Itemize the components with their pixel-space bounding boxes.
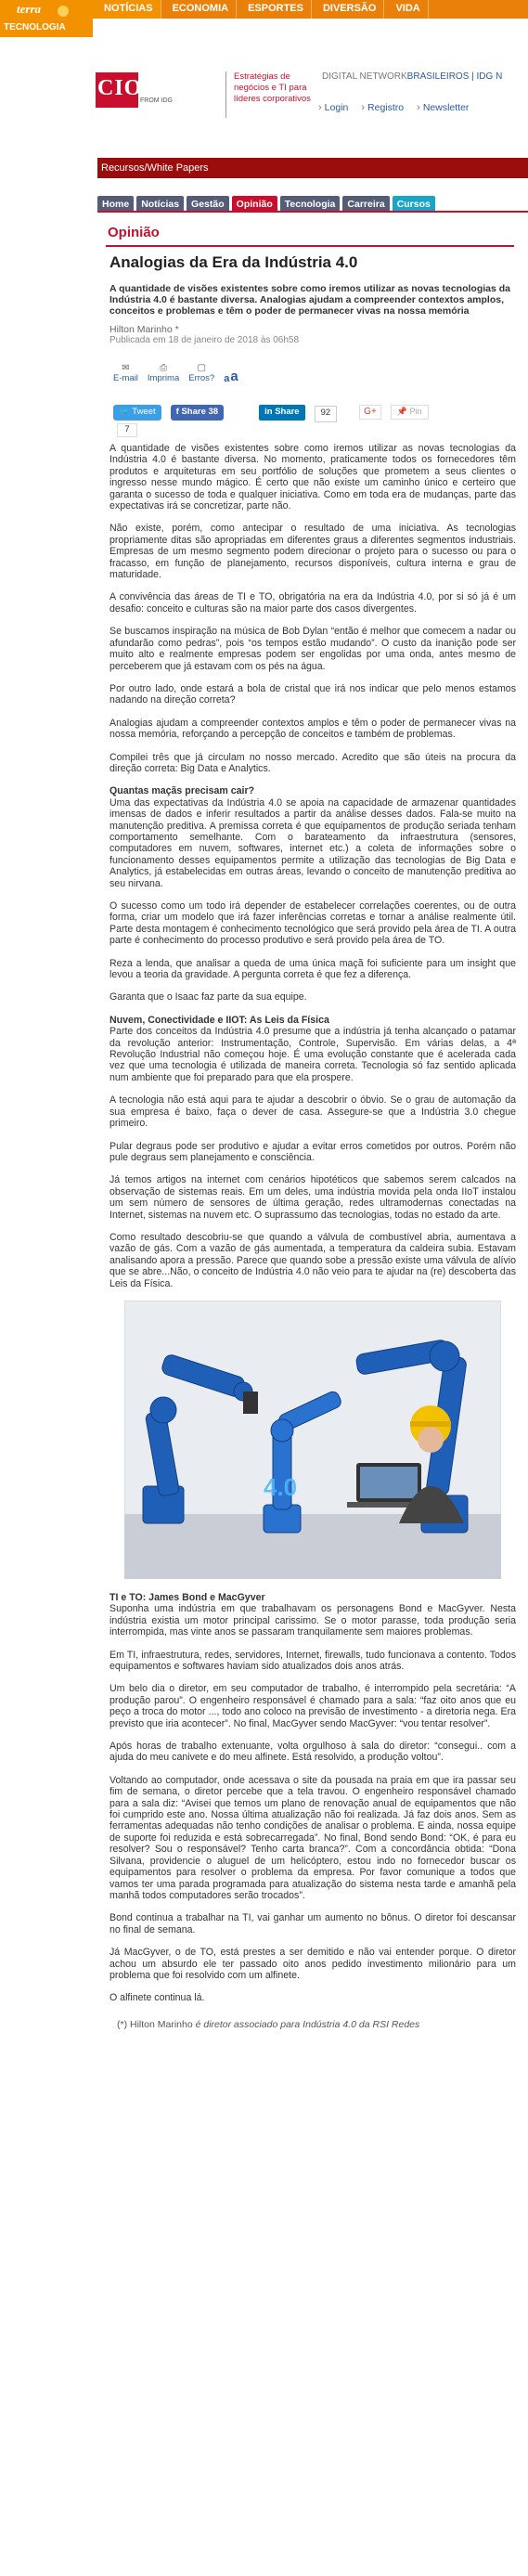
- article-paragraph: A tecnologia não está aqui para te ajudar a descobrir o óbvio. Se o grau de automação da sua empresa é baixo, faça o dever de casa. Assegure-se que a Indústria 3.0 chegue primeiro.: [109, 1094, 516, 1130]
- article-paragraph: Em TI, infraestrutura, redes, servidores, Internet, firewalls, tudo funcionava a contento. Todos equipamentos e softwares haviam sido atualizados dois anos atrás.: [109, 1649, 516, 1672]
- font-larger-button[interactable]: a: [230, 369, 238, 384]
- article-paragraph: O alfinete continua lá.: [109, 1992, 205, 2004]
- errors-tool[interactable]: [188, 363, 214, 383]
- cio-tagline: Estratégias de negócios e TI para líderes corporativos: [225, 71, 328, 118]
- login-arrow-icon: ›: [318, 102, 322, 113]
- errors-label: Erros?: [188, 373, 215, 383]
- print-label: Imprima: [147, 373, 180, 383]
- article-paragraph: Após horas de trabalho extenuante, volta orgulhoso à sala do diretor: “consegui.. com a ajuda do meu canivete e do meu alfinete. Está resolvido, a produção voltou”.: [109, 1741, 516, 1764]
- login-label: Login: [324, 102, 349, 113]
- robot-arms-illustration: [124, 1301, 501, 1579]
- article-lead: A quantidade de visões existentes sobre como iremos utilizar as novas tecnologias da Indústria 4.0 é bastante diversa. Analogias ajudam a compreender contextos amplos, conceitos e problemas e têm o poder de permanecer vivas na nossa memória: [109, 283, 510, 317]
- article-subheading: Quantas maçãs precisam cair?: [109, 785, 255, 797]
- tweet-label: Tweet: [132, 406, 156, 417]
- register-label: Registro: [367, 102, 405, 113]
- article-paragraph: Bond continua a trabalhar na TI, vai ganhar um aumento no bônus. O diretor foi descansar no final de semana.: [109, 1912, 516, 1935]
- article-paragraph: Compilei três que já circulam no nosso mercado. Acredito que são úteis na procura da direção correta: Big Data e Analytics.: [109, 751, 516, 774]
- section-tabs: [97, 196, 528, 213]
- article-paragraph: Reza a lenda, que analisar a queda de uma única maçã foi suficiente para um insight que levou a teoria da gravidade. A pergunta correta é que fez a diferença.: [109, 957, 516, 981]
- tab-gestao[interactable]: Gestão: [187, 196, 229, 211]
- digital-network-links[interactable]: [322, 71, 502, 82]
- article-paragraph: Se buscamos inspiração na música de Bob Dylan “então é melhor que comecem a nadar ou afundarão como pedras”, pois “os tempos estão mudando”. O custo da inanição pode ser muito alto e realmente empresas podem ser engolidas por uma onda, antes mesmo de perceberem que já estavam com os pés na água.: [109, 626, 516, 672]
- terra-logo[interactable]: [0, 0, 93, 19]
- section-divider: [106, 245, 514, 247]
- article-paragraph: Garanta que o Isaac faz parte da sua equipe.: [109, 991, 307, 1003]
- article-paragraph: Um belo dia o diretor, em seu computador de trabalho, é interrompido pela secretária: “A produção parou”. O engenheiro responsável é chamado para a sala: “faz oito anos que eu peço a troca do motor ..., todo ano coloco na previsão de investimento - a diretoria nega. Era previsto que iria acontecer”. No final, MacGyver sendo MacGyver: “vou tentar resolver”.: [109, 1683, 516, 1729]
- print-tool[interactable]: [148, 363, 179, 383]
- font-smaller-button[interactable]: a: [224, 373, 230, 384]
- article-subheading: Nuvem, Conectividade e IIOT: As Leis da Física: [109, 1014, 329, 1026]
- footnote-role: é diretor associado para Indústria 4.0 da RSI Redes: [192, 2018, 420, 2030]
- newsletter-arrow-icon: ›: [417, 102, 420, 113]
- print-icon: ⎙: [160, 363, 168, 373]
- article-paragraph: A quantidade de visões existentes sobre como iremos utilizar as novas tecnologias da Indústria 4.0 é bastante diversa. No momento, praticamente todos os fornecedores têm produtos e arquiteturas em seu portfólio de soluções que prometem a seus clientes o ingresso nesse mundo mágico. É certo que não existe um caminho único e certeiro que garanta o sucesso de toda e qualquer iniciativa. Como em toda era de mudanças, parte das expectativas irá se concretizar, parte não.: [109, 443, 516, 512]
- article-date: Publicada em 18 de janeiro de 2018 às 06h58: [109, 335, 300, 345]
- newsletter-label: Newsletter: [422, 102, 470, 113]
- tab-noticias[interactable]: Notícias: [136, 196, 184, 211]
- cio-header: [88, 65, 528, 135]
- terra-nav-noticias[interactable]: NOTÍCIAS: [93, 0, 161, 19]
- cio-from-idg: FROM IDG: [140, 97, 173, 104]
- article: [106, 225, 520, 2030]
- facebook-share-button[interactable]: f Share 38: [171, 405, 224, 421]
- article-author[interactable]: Hilton Marinho *: [109, 324, 179, 335]
- digital-network-sites[interactable]: BRASILEIROS | IDG N: [406, 71, 503, 82]
- tab-cursos[interactable]: Cursos: [393, 196, 435, 211]
- terra-logo-text: terra: [17, 2, 41, 16]
- tab-home[interactable]: Home: [97, 196, 134, 211]
- article-subheading: TI e TO: James Bond e MacGyver: [109, 1591, 265, 1603]
- linkedin-share-count: 92: [315, 406, 338, 422]
- tab-opiniao[interactable]: Opinião: [232, 196, 277, 211]
- account-links: [318, 102, 469, 113]
- terra-nav-diversao[interactable]: DIVERSÃO: [312, 0, 384, 19]
- linkedin-share-button[interactable]: in Share: [259, 405, 305, 421]
- article-paragraph: Uma das expectativas da Indústria 4.0 se apoia na capacidade de armazenar quantidades imensas de dados e inferir resultados a partir da análise desses dados. Fala-se muito na manutenção preditiva. A premissa correta é que equipamentos de produção seriada tenham comportamento semelhante. Com o barateamento da infraestrutura (sensores, computadores em nuvem, softwares, internet etc.) a coleta de informações sobre o funcionamento desses equipamentos permite a utilização das tecnologias de Big Data e Analytics, já estabelecidas em outras áreas, levando o conceito de manutenção preditiva ao seu nirvana.: [109, 796, 516, 889]
- article-paragraph: Parte dos conceitos da Indústria 4.0 presume que a indústria já tenha alcançado o patamar da revolução anterior: Instrumentação, Controle, Supervisão. Em várias delas, a 4ª Revolução Industrial não começou hoje. É uma evolução constante que é acelerada cada vez que uma tecnologia é utilizada de maneira correta. Tecnologia só faz sentido aplicada num ambiente que foi preparado para que ela prospere.: [109, 1026, 516, 1083]
- font-size-controls: [224, 363, 238, 384]
- industry-4-photo: [124, 1301, 501, 1579]
- errors-icon: ▢: [197, 363, 206, 373]
- newsletter-link[interactable]: [417, 102, 469, 113]
- terra-nav-esportes[interactable]: ESPORTES: [237, 0, 312, 19]
- pin-label: Pin: [409, 407, 422, 416]
- facebook-share-label: Share 38: [181, 406, 219, 417]
- tweet-button[interactable]: 🐦 Tweet: [113, 405, 161, 421]
- login-link[interactable]: [318, 102, 348, 113]
- article-paragraph: Já temos artigos na internet com cenários hipotéticos que sabemos serem calcados na observação de sistemas reais. Em um deles, uma indústria movida pela onda IIoT instalou um sem número de sensores de última geração, redes ultramodernas conectadas na Internet, sistemas na nuvem etc. O suprassumo das tecnologias, todas no estado da arte.: [109, 1174, 516, 1221]
- article-title: Analogias da Era da Indústria 4.0: [109, 253, 358, 271]
- article-paragraph: Não existe, porém, como antecipar o resultado de uma iniciativa. As tecnologias propriamente ditas são apropriadas em diferentes graus a diferentes segmentos industriais. Empresas de um mesmo segmento podem direcionar o projeto para o sucesso ou para o fracasso, em função de planejamento, recursos disponíveis, cultura interna e grau de maturidade.: [109, 523, 516, 581]
- article-paragraph: Pular degraus pode ser produtivo e ajudar a evitar erros cometidos por outros. Porém não pule degraus sem planejamento e consciência.: [109, 1140, 516, 1163]
- email-icon: ✉: [122, 363, 130, 373]
- photo-glow-label: 4.0: [264, 1472, 298, 1501]
- linkedin-share-label: Share: [275, 406, 300, 417]
- tab-carreira[interactable]: Carreira: [342, 196, 389, 211]
- resources-banner[interactable]: Recursos/White Papers: [97, 158, 528, 178]
- article-tools: [113, 363, 520, 393]
- digital-network-label: DIGITAL NETWORK: [322, 71, 407, 82]
- terra-logo-mark-icon: [58, 6, 69, 17]
- article-paragraph: Como resultado descobriu-se que quando a válvula de combustível abria, aumentava a vazão de gás. Com a vazão de gás aumentada, a temperatura da caldeira subia. Estavam analisando apora a pressão. Parece que quando sobe a pressão existe uma válvula de alívio que se abre...Não, o conceito de Indústria 4.0 não veio para te ajudar na (re) descoberta das Leis da Física.: [109, 1231, 516, 1289]
- footnote-author: (*) Hilton Marinho: [117, 2018, 193, 2030]
- terra-nav-economia[interactable]: ECONOMIA: [161, 0, 238, 19]
- article-paragraph: Já MacGyver, o de TO, está prestes a ser demitido e não vai entender porque. O diretor achou um absurdo ele ter passado oito anos pedido investimento milionário para um problema que foi resolvido com um alfinete.: [109, 1947, 516, 1981]
- article-body: [106, 443, 520, 2004]
- author-footnote: [117, 2019, 516, 2030]
- article-paragraph: Analogias ajudam a compreender contextos amplos e têm o poder de permanecer vivas na nossa memória, reforçando a percepção de conceitos e também de problemas.: [109, 717, 516, 741]
- google-plus-button[interactable]: G+: [359, 405, 381, 420]
- share-bar: [113, 404, 520, 421]
- terra-top-bar: [0, 0, 528, 37]
- email-tool[interactable]: [113, 363, 138, 383]
- article-paragraph: Por outro lado, onde estará a bola de cristal que irá nos indicar que pelo menos estamos nadando na direção correta?: [109, 682, 516, 706]
- tweet-count: 7: [117, 423, 137, 437]
- pin-button[interactable]: 📌 Pin: [391, 405, 429, 420]
- terra-nav: [93, 0, 528, 19]
- article-paragraph: A convivência das áreas de TI e TO, obrigatória na era da Indústria 4.0, por si só já é um desafio: conceito e culturas são na maior parte dos casos divergentes.: [109, 591, 516, 615]
- cio-logo[interactable]: CIO: [96, 72, 138, 108]
- tab-tecnologia[interactable]: Tecnologia: [280, 196, 341, 211]
- article-paragraph: Voltando ao computador, onde acessava o site da pousada na praia em que ira passar seu fim de semana, o diretor percebe que a tela travou. O engenheiro responsável chamado para a sala diz: “Avisei que temos um plano de renovação anual de equipamentos que não foi cumprido este ano. Nossa última atualização não foi realizada. Já faz dois anos. Sem as ferramentas adequadas não tenho condições de analisar o problema. E ainda, nossa equipe de suporte foi reduzida e está sobrecarregada”. No final, Bond sendo Bond: “OK, é para eu resolver? Sou o responsável? Tenho carta branca?”. Com a concordância obtida: “Dona Silvana, providencie o aluguel de um helicóptero, estou indo no fornecedor buscar os equipamentos para resolver o problema da empresa. Por favor comunique a todos que vamos ter uma parada programada para atualização do sistema nesta tarde e amanhã pela manhã todos computadores serão trocados”.: [109, 1774, 516, 1901]
- article-paragraph: Suponha uma indústria em que trabalhavam os personagens Bond e MacGyver. Nesta indústria existia um motor principal carissimo. Se o motor parasse, toda produção seria interrompida, mas vinte anos se passaram tranquilamente sem maiores problemas.: [109, 1603, 516, 1638]
- register-link[interactable]: [361, 102, 404, 113]
- article-section: Opinião: [108, 225, 160, 240]
- email-label: E-mail: [113, 373, 138, 383]
- terra-nav-vida[interactable]: VIDA: [384, 0, 428, 19]
- terra-section-label[interactable]: TECNOLOGIA: [0, 19, 93, 37]
- register-arrow-icon: ›: [361, 102, 366, 113]
- article-paragraph: O sucesso como um todo irá depender de estabelecer correlações coerentes, ou de outra forma, criar um modelo que irá fazer inferências corretas e tornar a análise realmente útil. Parte desta montagem é conhecimento tecnológico que será provido pela área de TI. A outra parte é conhecimento do processo produtivo e será provido pela área de TO.: [109, 900, 516, 947]
